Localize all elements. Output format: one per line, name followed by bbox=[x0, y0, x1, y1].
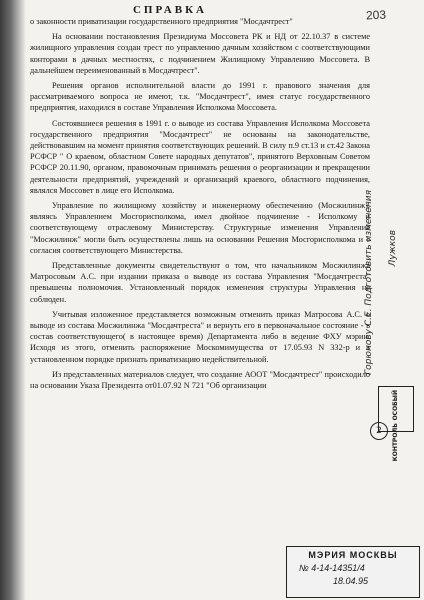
stamp-org: МЭРИЯ МОСКВЫ bbox=[308, 550, 398, 560]
page-number: 203 bbox=[365, 7, 387, 23]
handwritten-signature: Лужков bbox=[388, 230, 398, 267]
subtitle-paragraph: о законности приватизации государственного предприятия "Мосдачтрест" bbox=[30, 17, 293, 26]
paragraph: На основании постановления Президиума Моссовета РК и НД от 22.10.37 в системе жилищного управления создан трест по управлению дачным хозяйством с соответствующими конторами в дачных местностях, с подчинением Жилищному Управлению Моссовета. В дальнейшем переименованный в Мосдачтрест". bbox=[30, 32, 370, 75]
stamp-date: 18.04.95 bbox=[333, 576, 369, 586]
control-stamp-line: КОНТРОЛЬ bbox=[392, 423, 399, 462]
handwritten-note: Горюнову С.Е. Подготовить изменения bbox=[364, 190, 374, 375]
circled-number: 2 bbox=[370, 422, 388, 440]
stamp-number: № 4-14-14351/4 bbox=[299, 563, 365, 573]
paragraph: Управление по жилищному хозяйству и инженерному обеспечению (Мосжилинж), являясь Управлением Мосгорисполкома, имел двойное подчинение - Исполкому и соответствующему отраслевому Министерству. Структурные изменения Управления "Мосжилинж" могли быть осуществлены лишь на основании Решения Мосгорисполкома и с согласия соответствующего Министерства. bbox=[30, 201, 370, 255]
paragraph: Решения органов исполнительной власти до 1991 г. правового значения для рассматриваемого вопроса не имеют, т.к. "Мосдачтрест", имея статус государственного предприятия, находился в составе Управления Исполкома Моссовета. bbox=[30, 81, 370, 113]
document-body bbox=[30, 16, 370, 395]
paragraph: Учитывая изложенное представляется возможным отменить приказ Матросова А.С. о выводе из состава Мосжилинжа "Мосдачтреста" и вернуть его в первоначальное состояние - в состав соответствующего( в настоящее время) Департамента либо в ведение ФХУ мэрии. Исходя из этого, отменить распоряжение Москомимущества от 17.05.93 N 332-р и в установленном порядке признать приватизацию недействительной. bbox=[30, 309, 370, 364]
handwritten-resolution bbox=[358, 190, 418, 380]
document-title: СПРАВКА bbox=[132, 4, 207, 16]
control-stamp bbox=[378, 386, 414, 462]
control-stamp-line: ОСОБЫЙ bbox=[392, 390, 399, 421]
paragraph: Представленные документы свидетельствуют о том, что начальником Мосжилинжа Матросовым А.С. при издании приказа о выводе из состава Управления "Мосдачтреста" превышены полномочия. Установленный порядок изменения структуры Управления не соблюден. bbox=[30, 261, 370, 304]
registration-stamp bbox=[286, 546, 420, 598]
paragraph: Состоявшиеся решения в 1991 г. о выводе из состава Управления Исполкома Моссовета государственного предприятия "Мосдачтрест" не основаны на законодательстве, действовавшим на момент принятия соответствующих решений. В силу п.9 ст.13 и ст.42 Закона РСФСР " О краевом, областном Совете народных депутатов", принятого Верховным Советом РСФСР 20.11.90, органом, правомочным принимать решения о реорганизации и прекращении деятельности предприятий, учреждений и организаций краевого, областного подчинения, являлся Моссовет в лице его Исполкома. bbox=[30, 118, 370, 195]
scan-edge-shadow bbox=[0, 0, 26, 600]
paragraph: Из представленных материалов следует, что создание АООТ "Мосдачтрест" происходило на основании Указа Президента от01.07.92 N 721 "Об организации bbox=[30, 369, 370, 391]
